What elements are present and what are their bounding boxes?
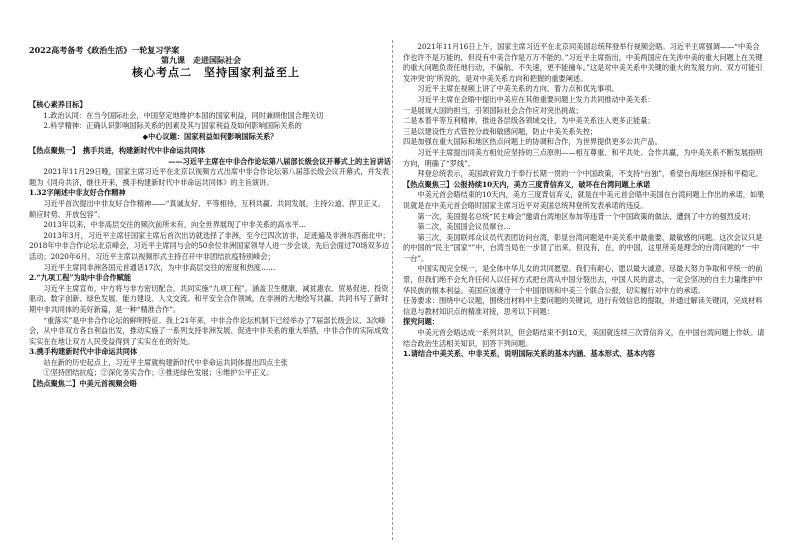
goal-2: 2.科学精神：正确认识影响国际关系的因素及其与国家利益及如何影响国际关系的	[43, 121, 302, 131]
paragraph: 习近平主席同非洲各国元首通话17次，为中非高层交往的密度和热度……	[43, 262, 276, 272]
paragraph: 拜登总统表示，美国政府致力于奉行长期一贯的一个中国政策，不支持“台独”，希望台海地区保持和平稳定。	[417, 169, 763, 179]
paragraph: 习近平首次提出中非友好合作精神——“真诚友好、平等相待，互利共赢、共同发展，主持公道、捍卫正义，顺应时势、开放包容”。	[29, 198, 385, 219]
paragraph: 2013年3月，习近平主席任国家主席后首次出访就选择了非洲，至今已四次访非，足迹遍及非洲东西南北中；2018年中非合作论坛北京峰会，习近平主席同与会的50余位非洲国家领导人进一步会谈，先后会面过70场双多边活动；2020年6月，习近平主席以视频形式主持召开中非团结抗疫特别峰会；	[29, 230, 390, 261]
section-heading: 3.携手构建新时代中非命运共同体	[29, 347, 138, 357]
topic-1-subtitle: ——习近平主席在中非合作论坛第八届部长级会议开幕式上的主旨讲话	[168, 156, 391, 166]
question-text: 中美元首会晤达成一系列共识，但会晤结束不到10天，美国就连续三次背信弃义，在中国台湾问题上作妖。请结合政治生活相关知识，回答下列问题。	[403, 328, 765, 348]
section-heading: 1.32字阐述中非友好合作精神	[29, 188, 126, 198]
central-question: ◆中心议题：国家利益如何影响国际关系？	[142, 131, 278, 141]
paragraph: 站在新的历史起点上，习近平主席就构建新时代中非命运共同体提出四点主张	[43, 357, 288, 367]
paragraph: 习近平主席提出同美方相处应坚持的三点原则——相互尊重、和平共处、合作共赢，为中美关系不断发展指明方向，明确了“罗线”。	[403, 147, 763, 168]
list-item: 二是本着平等互利精神，推进各层级各领域交往，为中美关系注入更多正能量；	[403, 116, 655, 126]
key-point-title: 核心考点二 坚持国家利益至上	[132, 66, 300, 79]
doc-title: 2022高考备考《政治生活》一轮复习学案	[29, 45, 180, 55]
lesson-title: 第九课 走进国际社会	[161, 55, 241, 65]
paragraph: 中美元首会晤结束的10天内，美方三度背信弃义，就是在中美元首会晤中美国在台湾问题上作出的承诺，如果说就是在中美元首会晤时国家主席习近平对美国总统拜登所发表承诺的违反。	[403, 190, 765, 210]
paragraph: 2021年11月29日晚，国家主席习近平在北京以视频方式出席中非合作论坛第八届部长级会议开幕式，并发表题为《同舟共济，继往开来，携手构建新时代中非命运共同体》的主旨演讲。	[29, 167, 390, 187]
task-requirement: 任务要求：围绕中心议题，围绕出材料中主要问题的关键词，进行有效信息的提取，并通过解读关键词，完成材料信息与教材知识点的精准对接，思考以下问题：	[403, 296, 763, 316]
list-item: 一是展现大国的担当，引领国际社会合作应对突出挑战；	[403, 105, 583, 115]
paragraph: 中国实现完全统一，是全体中华儿女的共同愿望。我们有耐心，愿以最大诚意、尽最大努力争取和平统一的前景，但我们绝不会允许任何人以任何方式把台湾从中国分裂出去，中国人民的意志，一定会坚决的自主力量维护中华民族的根本利益。美国应该遵守一个中国原则和中美三个联合公报，切实履行对中方的承诺。	[403, 264, 763, 295]
topic-2-heading: 【热点聚焦二】中美元首视频会晤	[29, 379, 137, 389]
section-heading: 2.“九项工程”为助中非合作赋能	[29, 273, 132, 283]
topic-3-heading: 【热点聚焦三】公报持续10天内，美方三度背信弃义，破坏在台湾问题上承诺	[403, 179, 651, 189]
paragraph: 2021年11月16日上午，国家主席习近平在北京同美国总统拜登举行视频会晤。习近平主席强调——“中美合作也许不是万能的，但没有中美合作是万万不能的。”习近平主席指出，中美两国应在关涉中美的重大问题上在关键的重大问题负责任地行动，不偏航、不失速，更不能撞车。”这是对中美关系中关键的重大的发展方向、双方可能引发冲突‘的’所说的，是对中美关系方向和把握的重要阐述。	[403, 42, 763, 83]
paragraph: ①坚持团结抗疫；②深化务实合作；③推进绿色发展；④维护公平正义。	[43, 368, 274, 378]
paragraph: 习近平主席在视频上讲了中美关系的方向、着力点和优先事项。	[417, 84, 619, 94]
question-1: 1.请结合中美关系、中非关系，说明国际关系的基本内涵、基本形式、基本内容	[403, 349, 656, 359]
goal-1: 1.政治认同：在当今国际社会，中国坚定地维护本国的国家利益，同时兼顾他国合理关切	[43, 110, 324, 120]
paragraph: 习近平主席在会晤中提出中美应在其他重要问题上发力共同推动中美关系：	[417, 94, 655, 104]
topic-1-heading: 【热点聚焦一】 携手共进，构建新时代中非命运共同体	[29, 146, 206, 155]
paragraph: 第三次，美国联邦众议员代表团访问台湾，彰显台湾问题是中美关系中最重要、最敏感的问题。这次会议只是的中国的“民主”国家“”中，台湾当局在一步冒了出来，但没有，在，的中国，这里所美是理念的台湾问题的“一中一台”。	[403, 232, 763, 263]
column-divider	[392, 40, 394, 540]
paragraph: 2013年以来，中非高层交往的频次前所未有，向全世界展现了中非关系的高水平…	[43, 220, 307, 230]
list-item: 四是加强在重大国际和地区热点问题上的协调和合作，为世界提供更多公共产品。	[403, 137, 662, 147]
goals-heading: 【核心素养目标】	[29, 100, 87, 109]
paragraph: 习近平主席宣布，中方将与非方密切配合，共同实施“九项工程”，涵盖卫生健康、减贫惠农、贸易促进、投资驱动、数字创新、绿色发展、能力建设、人文交流、和平安全合作领域，在非洲的大地绘写共赢、共同书写了新时期中非共同体的美好新篇，是一种“精准合作”。	[29, 283, 389, 314]
paragraph: “重落实”是中非合作论坛的鲜明特征。我上21年来，中非合作论坛机制下已经举办了7届部长级会议、3次峰会，从中非双方各自利益出发，推动实施了一系列支持非洲发展、促进中非关系的重大举措，中非合作的实际成效实实在在地让双方人民受益得到了实实在在的好处。	[29, 315, 389, 346]
list-item: 三是以建设性方式管控分歧和敏感问题，防止中美关系失控；	[403, 126, 598, 136]
paragraph: 第二次，美国国会议员窜台…	[417, 222, 511, 232]
question-heading: 探究问题：	[403, 317, 439, 327]
paragraph: 第一次，美国提名总统“民主峰会”邀请台湾地区参加等违背一个中国政策的做法，遭到了中方的强烈反对；	[417, 211, 756, 221]
